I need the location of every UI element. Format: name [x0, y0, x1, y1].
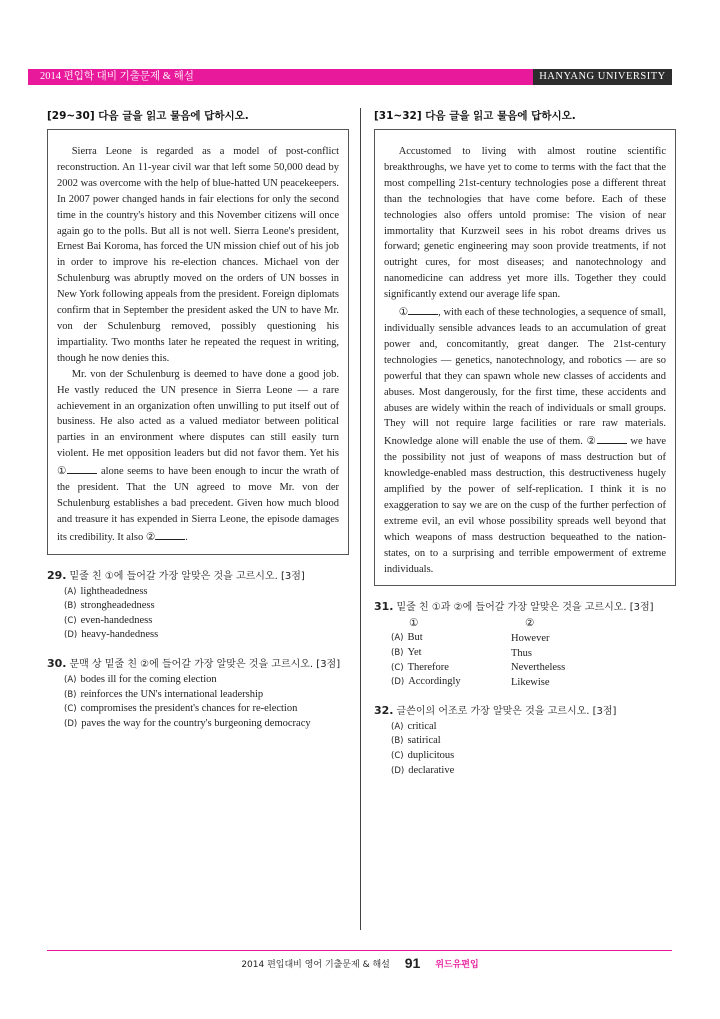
page-number: 91 — [404, 955, 421, 971]
answer-option[interactable] — [391, 646, 565, 661]
option-text: critical — [407, 720, 437, 732]
option-label: (A) — [64, 675, 77, 686]
question-stem — [374, 702, 676, 717]
question-text: 밑줄 친 ①과 ②에 들어갈 가장 알맞은 것을 고르시오. [3점] — [396, 602, 654, 614]
option-label: (B) — [391, 736, 404, 747]
option-label: (A) — [64, 586, 77, 597]
passage-31-32 — [374, 129, 676, 586]
page-header — [28, 69, 672, 85]
option-label: (A) — [391, 721, 404, 732]
blank-line — [408, 303, 438, 315]
answer-option[interactable] — [391, 749, 676, 764]
section-title-29-30: [29~30] 다음 글을 읽고 물음에 답하시오. — [47, 110, 249, 122]
option-second: Likewise — [511, 676, 550, 688]
left-column — [47, 108, 349, 731]
option-label: (C) — [391, 662, 404, 673]
question-29 — [47, 567, 349, 643]
answer-option[interactable] — [391, 764, 676, 779]
blank-marker-1: ① — [398, 307, 409, 319]
option-label: (D) — [64, 630, 78, 641]
question-number: 32. — [374, 703, 394, 717]
option-text: strongheadedness — [80, 600, 155, 612]
option-text: Therefore — [407, 661, 449, 673]
answer-pairs-table — [391, 617, 565, 689]
question-31 — [374, 598, 676, 689]
option-label: (B) — [64, 601, 77, 612]
option-label: (A) — [391, 633, 404, 644]
section-title-31-32: [31~32] 다음 글을 읽고 물음에 답하시오. — [374, 110, 576, 122]
option-label: (D) — [64, 718, 78, 729]
passage-text: alone seems to have been enough to incur the wrath of the president. That the UN agreed to move Mr. von der Schulenburg establishes a bad precedent. Given how much blood and treasure it has expended in Sierra Leone, the episode damages its credibility. It also — [57, 466, 340, 543]
blank-marker-2: ② — [145, 531, 156, 543]
option-label: (C) — [64, 615, 77, 626]
passage-text: , with each of these technologies, a sequence of small, individually sensible advances leads to an accumulation of great power and, concomitantly, great danger. The 21st-century technologies — genetics, nanotechnology, and robotics — are so powerful that they can spawn whole new classes of accidents and abuses. Most dangerously, for the first time, these accidents and abuses are widely within the reach of individuals or small groups. They will not require large facilities or rare raw materials. Knowledge alone will enable the use of them. — [384, 307, 666, 448]
option-text: But — [407, 632, 423, 644]
answer-options — [374, 720, 676, 778]
option-label: (B) — [391, 648, 404, 659]
answer-option[interactable] — [64, 717, 349, 732]
question-stem — [47, 655, 349, 670]
answer-option[interactable] — [391, 675, 565, 690]
footer-rule — [47, 950, 672, 951]
option-second: Nevertheless — [511, 662, 566, 674]
option-label: (D) — [391, 677, 405, 688]
column-header-1: ① — [409, 618, 419, 630]
option-label: (D) — [391, 765, 405, 776]
answer-option[interactable] — [64, 673, 349, 688]
question-number: 31. — [374, 600, 394, 614]
question-30 — [47, 655, 349, 731]
answer-option[interactable] — [64, 702, 349, 717]
question-number: 29. — [47, 568, 67, 582]
passage-paragraph — [57, 367, 339, 546]
option-second: However — [511, 632, 550, 644]
answer-option[interactable] — [64, 599, 349, 614]
option-first — [391, 646, 511, 661]
question-text: 밑줄 친 ①에 들어갈 가장 알맞은 것을 고르시오. [3점] — [69, 570, 305, 582]
right-column — [374, 108, 676, 778]
option-first — [391, 675, 511, 690]
option-text: heavy-handedness — [81, 629, 159, 641]
question-32 — [374, 702, 676, 778]
option-text: even-handedness — [80, 614, 153, 626]
header-university: HANYANG UNIVERSITY — [533, 69, 672, 85]
passage-text: we have the possibility not just of weapons of mass destruction but of knowledge-enabled mass destruction, this destructiveness hugely amplified by the power of self-replication. I think it is no exaggeration to say we are on the cusp of the further perfection of extreme evil, an evil whose possibility spreads well beyond that which weapons of mass destruction bequeathed to the nation-states, on to a surprising and terrible empowerment of extreme individuals. — [384, 436, 666, 575]
question-stem — [47, 567, 349, 582]
option-text: Accordingly — [408, 676, 461, 688]
option-text: Yet — [407, 647, 422, 659]
answer-options — [47, 673, 349, 731]
answer-option[interactable] — [391, 720, 676, 735]
option-text: declarative — [408, 764, 455, 776]
option-label: (C) — [391, 751, 404, 762]
option-first — [391, 661, 511, 676]
option-label: (B) — [64, 689, 77, 700]
answer-option[interactable] — [64, 585, 349, 600]
question-number: 30. — [47, 657, 67, 671]
passage-paragraph: Accustomed to living with almost routine scientific breakthroughs, we have yet to come to terms with the fact that the most compelling 21st-century technologies pose a different threat than the technologies that have come before. Each of these technologies also offers untold promise: The vision of near immortality that Kurzweil sees in his robot dreams drives us forward; genetic engineering may soon provide treatments, if not outright cures, for most diseases; and nanotechnology and nanomedicine can address yet more ills. Together they could significantly extend our average life span. — [384, 146, 666, 301]
blank-marker-1: ① — [57, 466, 68, 478]
option-text: paves the way for the country's burgeoning democracy — [81, 717, 311, 729]
answer-option[interactable] — [64, 614, 349, 629]
option-first — [391, 631, 511, 646]
option-text: bodes ill for the coming election — [80, 674, 217, 686]
question-stem — [374, 598, 676, 613]
footer-book-title: 2014 편입대비 영어 기출문제 & 해설 — [241, 960, 390, 970]
blank-line — [155, 528, 185, 540]
question-text: 문맥 상 밑줄 친 ②에 들어갈 가장 알맞은 것을 고르시오. [3점] — [69, 659, 341, 671]
question-text: 글쓴이의 어조로 가장 알맞은 것을 고르시오. [3점] — [396, 705, 617, 717]
page-footer — [0, 955, 720, 971]
answer-option[interactable] — [64, 628, 349, 643]
option-text: lightheadedness — [80, 585, 148, 597]
passage-text: . — [185, 531, 188, 543]
answer-option[interactable] — [391, 661, 565, 676]
column-divider — [360, 108, 361, 930]
option-label: (C) — [64, 704, 77, 715]
blank-marker-2: ② — [586, 436, 597, 448]
option-text: duplicitous — [407, 750, 455, 762]
option-text: satirical — [407, 735, 441, 747]
passage-text: Mr. von der Schulenburg is deemed to have done a good job. He vastly reduced the UN presence in Sierra Leone — a rare achievement in an organization often unwilling to put itself out of business. He also acted as a valued mediator between political parties in an environment where disputes can still easily turn violent. He met opposition leaders but did not favor them. Yet his — [57, 368, 339, 460]
option-text: reinforces the UN's international leadership — [80, 688, 264, 700]
answer-option[interactable] — [391, 631, 565, 646]
option-second: Thus — [511, 647, 532, 659]
passage-29-30 — [47, 129, 349, 555]
passage-paragraph — [384, 303, 666, 577]
answer-option[interactable] — [64, 688, 349, 703]
header-book-title: 2014 편입학 대비 기출문제 & 해설 — [28, 69, 533, 85]
column-header-2: ② — [525, 618, 535, 630]
option-text: compromises the president's chances for re-election — [80, 703, 298, 715]
footer-brand: 위드유편입 — [435, 960, 479, 970]
passage-paragraph: Sierra Leone is regarded as a model of post-conflict reconstruction. An 11-year civil war that left some 50,000 dead by 2002 was overcome with the help of blue-hatted UN peacekeepers. In 2007 power changed hands in fair elections for only the second time in the country's history and this November citizens will once again go to the polls. But all is not well. Sierra Leone's president, Ernest Bai Koroma, has forced the UN mission chief out of his job in order to improve his re-election chances. Michael von der Schulenburg was abruptly moved on the orders of UN bosses in New York following appeals from the president. Foreign diplomats confirm that in September the president asked the UN to have Mr. von der Schulenburg removed, possibly questioning his impartiality. Two months later he repeated the request in writing, though he now denies this. — [57, 146, 339, 364]
answer-option[interactable] — [391, 734, 676, 749]
answer-options — [47, 585, 349, 643]
blank-line — [67, 462, 97, 474]
blank-line — [597, 432, 627, 444]
